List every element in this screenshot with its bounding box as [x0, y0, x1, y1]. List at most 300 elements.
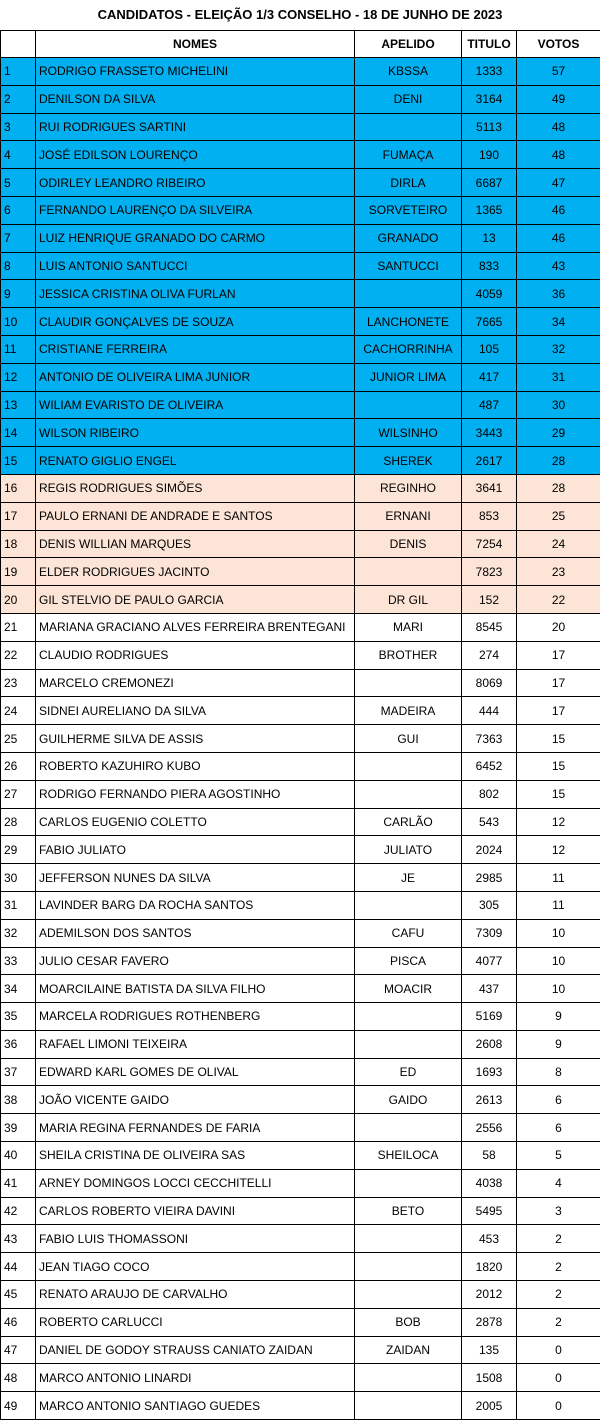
candidate-nickname [355, 1114, 462, 1142]
row-number: 7 [1, 224, 36, 252]
candidate-name: MARCO ANTONIO LINARDI [36, 1364, 355, 1392]
candidate-nickname: SHEREK [355, 447, 462, 475]
table-row [1, 252, 600, 280]
table-row [1, 335, 600, 363]
table-row [1, 1197, 600, 1225]
candidate-votes: 20 [517, 613, 600, 641]
candidate-nickname: JUNIOR LIMA [355, 363, 462, 391]
candidate-titulo: 5113 [462, 113, 517, 141]
header-number [1, 31, 36, 58]
header-nomes: NOMES [36, 31, 355, 58]
row-number: 1 [1, 58, 36, 86]
row-number: 40 [1, 1142, 36, 1170]
candidate-titulo: 5169 [462, 1003, 517, 1031]
table-row [1, 530, 600, 558]
candidate-titulo: 1820 [462, 1253, 517, 1281]
candidate-name: GIL STELVIO DE PAULO GARCIA [36, 586, 355, 614]
candidate-name: FABIO JULIATO [36, 836, 355, 864]
candidate-votes: 29 [517, 419, 600, 447]
candidate-nickname: SANTUCCI [355, 252, 462, 280]
table-row [1, 308, 600, 336]
table-row [1, 641, 600, 669]
row-number: 14 [1, 419, 36, 447]
row-number: 4 [1, 141, 36, 169]
candidate-name: CARLOS EUGENIO COLETTO [36, 808, 355, 836]
row-number: 28 [1, 808, 36, 836]
table-row [1, 85, 600, 113]
table-row [1, 141, 600, 169]
table-row [1, 1253, 600, 1281]
candidate-titulo: 152 [462, 586, 517, 614]
candidate-votes: 28 [517, 447, 600, 475]
candidate-votes: 2 [517, 1281, 600, 1309]
table-row [1, 947, 600, 975]
candidate-titulo: 2608 [462, 1030, 517, 1058]
table-row [1, 1392, 600, 1420]
table-row [1, 1364, 600, 1392]
candidate-votes: 10 [517, 919, 600, 947]
candidate-titulo: 8069 [462, 669, 517, 697]
candidate-titulo: 58 [462, 1142, 517, 1170]
candidate-nickname: GRANADO [355, 224, 462, 252]
row-number: 29 [1, 836, 36, 864]
table-row [1, 391, 600, 419]
candidate-votes: 46 [517, 196, 600, 224]
row-number: 48 [1, 1364, 36, 1392]
candidate-name: ROBERTO KAZUHIRO KUBO [36, 752, 355, 780]
candidate-name: REGIS RODRIGUES SIMÕES [36, 474, 355, 502]
candidate-titulo: 4038 [462, 1169, 517, 1197]
candidate-titulo: 4059 [462, 280, 517, 308]
candidate-votes: 5 [517, 1142, 600, 1170]
row-number: 44 [1, 1253, 36, 1281]
candidate-votes: 6 [517, 1086, 600, 1114]
candidate-name: WILSON RIBEIRO [36, 419, 355, 447]
candidate-votes: 11 [517, 864, 600, 892]
candidate-votes: 3 [517, 1197, 600, 1225]
table-row [1, 447, 600, 475]
table-body [1, 58, 600, 1420]
candidate-nickname [355, 1253, 462, 1281]
candidate-name: RENATO GIGLIO ENGEL [36, 447, 355, 475]
row-number: 38 [1, 1086, 36, 1114]
candidates-table [0, 30, 600, 1420]
candidate-titulo: 853 [462, 502, 517, 530]
candidate-name: MARIANA GRACIANO ALVES FERREIRA BRENTEGANI [36, 613, 355, 641]
candidate-titulo: 2024 [462, 836, 517, 864]
row-number: 20 [1, 586, 36, 614]
row-number: 25 [1, 725, 36, 753]
candidate-titulo: 7823 [462, 558, 517, 586]
candidate-votes: 9 [517, 1003, 600, 1031]
row-number: 45 [1, 1281, 36, 1309]
candidate-name: ARNEY DOMINGOS LOCCI CECCHITELLI [36, 1169, 355, 1197]
candidate-votes: 36 [517, 280, 600, 308]
candidate-name: LUIS ANTONIO SANTUCCI [36, 252, 355, 280]
candidate-nickname: GAIDO [355, 1086, 462, 1114]
candidate-name: GUILHERME SILVA DE ASSIS [36, 725, 355, 753]
table-row [1, 725, 600, 753]
table-row [1, 1225, 600, 1253]
candidate-name: RODRIGO FERNANDO PIERA AGOSTINHO [36, 780, 355, 808]
row-number: 27 [1, 780, 36, 808]
candidate-nickname [355, 1392, 462, 1420]
candidate-votes: 15 [517, 752, 600, 780]
candidate-titulo: 7363 [462, 725, 517, 753]
candidate-votes: 2 [517, 1225, 600, 1253]
candidate-titulo: 8545 [462, 613, 517, 641]
table-row [1, 502, 600, 530]
candidate-titulo: 802 [462, 780, 517, 808]
candidate-nickname [355, 780, 462, 808]
candidate-titulo: 543 [462, 808, 517, 836]
candidate-votes: 34 [517, 308, 600, 336]
page-title: CANDIDATOS - ELEIÇÃO 1/3 CONSELHO - 18 DE JUNHO DE 2023 [0, 0, 600, 30]
candidate-titulo: 2613 [462, 1086, 517, 1114]
candidate-titulo: 487 [462, 391, 517, 419]
candidate-nickname: MARI [355, 613, 462, 641]
table-row [1, 1030, 600, 1058]
candidate-nickname [355, 891, 462, 919]
row-number: 21 [1, 613, 36, 641]
candidate-name: FERNANDO LAURENÇO DA SILVEIRA [36, 196, 355, 224]
candidate-name: MARCELA RODRIGUES ROTHENBERG [36, 1003, 355, 1031]
candidate-nickname: REGINHO [355, 474, 462, 502]
candidate-nickname: ZAIDAN [355, 1336, 462, 1364]
candidate-nickname [355, 1169, 462, 1197]
row-number: 32 [1, 919, 36, 947]
candidate-titulo: 2556 [462, 1114, 517, 1142]
candidate-name: MARIA REGINA FERNANDES DE FARIA [36, 1114, 355, 1142]
candidate-name: CARLOS ROBERTO VIEIRA DAVINI [36, 1197, 355, 1225]
candidate-nickname [355, 1030, 462, 1058]
candidate-votes: 2 [517, 1308, 600, 1336]
candidate-titulo: 3641 [462, 474, 517, 502]
candidate-titulo: 6452 [462, 752, 517, 780]
table-row [1, 280, 600, 308]
row-number: 19 [1, 558, 36, 586]
table-row [1, 1142, 600, 1170]
candidate-nickname: DENI [355, 85, 462, 113]
candidate-votes: 6 [517, 1114, 600, 1142]
row-number: 12 [1, 363, 36, 391]
candidate-titulo: 305 [462, 891, 517, 919]
row-number: 31 [1, 891, 36, 919]
candidate-nickname [355, 1364, 462, 1392]
candidate-titulo: 417 [462, 363, 517, 391]
candidate-name: CLAUDIR GONÇALVES DE SOUZA [36, 308, 355, 336]
candidate-titulo: 437 [462, 975, 517, 1003]
candidate-nickname: MOACIR [355, 975, 462, 1003]
candidate-name: PAULO ERNANI DE ANDRADE E SANTOS [36, 502, 355, 530]
row-number: 33 [1, 947, 36, 975]
candidate-votes: 22 [517, 586, 600, 614]
row-number: 39 [1, 1114, 36, 1142]
table-row [1, 1281, 600, 1309]
table-row [1, 474, 600, 502]
table-row [1, 836, 600, 864]
candidate-nickname [355, 669, 462, 697]
candidate-titulo: 3164 [462, 85, 517, 113]
row-number: 11 [1, 335, 36, 363]
candidate-votes: 17 [517, 697, 600, 725]
table-row [1, 363, 600, 391]
table-row [1, 113, 600, 141]
header-row [1, 31, 600, 58]
candidate-nickname: WILSINHO [355, 419, 462, 447]
candidate-titulo: 1693 [462, 1058, 517, 1086]
table-row [1, 1169, 600, 1197]
row-number: 18 [1, 530, 36, 558]
candidate-titulo: 5495 [462, 1197, 517, 1225]
candidate-name: EDWARD KARL GOMES DE OLIVAL [36, 1058, 355, 1086]
row-number: 24 [1, 697, 36, 725]
candidate-nickname [355, 391, 462, 419]
row-number: 5 [1, 169, 36, 197]
candidate-votes: 25 [517, 502, 600, 530]
candidate-name: FABIO LUIS THOMASSONI [36, 1225, 355, 1253]
candidate-titulo: 2617 [462, 447, 517, 475]
row-number: 16 [1, 474, 36, 502]
table-row [1, 169, 600, 197]
candidate-name: JEFFERSON NUNES DA SILVA [36, 864, 355, 892]
candidate-titulo: 453 [462, 1225, 517, 1253]
row-number: 9 [1, 280, 36, 308]
candidate-votes: 10 [517, 975, 600, 1003]
candidate-titulo: 2012 [462, 1281, 517, 1309]
candidate-votes: 15 [517, 725, 600, 753]
table-row [1, 558, 600, 586]
row-number: 6 [1, 196, 36, 224]
candidate-titulo: 2005 [462, 1392, 517, 1420]
candidate-nickname [355, 113, 462, 141]
candidate-titulo: 13 [462, 224, 517, 252]
candidate-nickname: CACHORRINHA [355, 335, 462, 363]
table-row [1, 586, 600, 614]
candidate-name: RODRIGO FRASSETO MICHELINI [36, 58, 355, 86]
candidate-titulo: 6687 [462, 169, 517, 197]
candidate-votes: 12 [517, 808, 600, 836]
table-row [1, 697, 600, 725]
table-row [1, 669, 600, 697]
row-number: 36 [1, 1030, 36, 1058]
candidate-name: RAFAEL LIMONI TEIXEIRA [36, 1030, 355, 1058]
row-number: 13 [1, 391, 36, 419]
candidate-nickname: DIRLA [355, 169, 462, 197]
candidate-nickname: KBSSA [355, 58, 462, 86]
table-row [1, 780, 600, 808]
candidate-votes: 48 [517, 113, 600, 141]
candidate-nickname [355, 558, 462, 586]
candidate-titulo: 1333 [462, 58, 517, 86]
table-row [1, 419, 600, 447]
candidate-titulo: 105 [462, 335, 517, 363]
row-number: 35 [1, 1003, 36, 1031]
header-votos: VOTOS [517, 31, 600, 58]
candidate-nickname [355, 752, 462, 780]
candidate-name: JULIO CESAR FAVERO [36, 947, 355, 975]
table-row [1, 1003, 600, 1031]
candidate-nickname [355, 1225, 462, 1253]
candidate-votes: 24 [517, 530, 600, 558]
candidate-titulo: 7254 [462, 530, 517, 558]
candidate-nickname: JULIATO [355, 836, 462, 864]
table-row [1, 224, 600, 252]
candidate-nickname: BROTHER [355, 641, 462, 669]
candidate-titulo: 2985 [462, 864, 517, 892]
candidate-titulo: 2878 [462, 1308, 517, 1336]
candidate-name: JOÃO VICENTE GAIDO [36, 1086, 355, 1114]
table-row [1, 613, 600, 641]
candidate-votes: 43 [517, 252, 600, 280]
candidate-nickname: DENIS [355, 530, 462, 558]
candidate-votes: 23 [517, 558, 600, 586]
candidate-name: DENIS WILLIAN MARQUES [36, 530, 355, 558]
candidate-votes: 4 [517, 1169, 600, 1197]
header-apelido: APELIDO [355, 31, 462, 58]
candidate-nickname: PISCA [355, 947, 462, 975]
candidate-name: ANTONIO DE OLIVEIRA LIMA JUNIOR [36, 363, 355, 391]
table-row [1, 1308, 600, 1336]
candidate-name: ODIRLEY LEANDRO RIBEIRO [36, 169, 355, 197]
table-row [1, 975, 600, 1003]
candidate-votes: 46 [517, 224, 600, 252]
table-row [1, 58, 600, 86]
row-number: 43 [1, 1225, 36, 1253]
candidate-votes: 8 [517, 1058, 600, 1086]
candidate-name: JESSICA CRISTINA OLIVA FURLAN [36, 280, 355, 308]
candidate-nickname: BOB [355, 1308, 462, 1336]
candidate-titulo: 444 [462, 697, 517, 725]
table-row [1, 891, 600, 919]
row-number: 46 [1, 1308, 36, 1336]
candidate-name: LUIZ HENRIQUE GRANADO DO CARMO [36, 224, 355, 252]
row-number: 42 [1, 1197, 36, 1225]
candidate-votes: 11 [517, 891, 600, 919]
candidate-nickname: DR GIL [355, 586, 462, 614]
candidate-votes: 47 [517, 169, 600, 197]
table-row [1, 808, 600, 836]
candidate-nickname: BETO [355, 1197, 462, 1225]
candidate-titulo: 1365 [462, 196, 517, 224]
candidate-nickname: ERNANI [355, 502, 462, 530]
candidate-votes: 9 [517, 1030, 600, 1058]
table-row [1, 1058, 600, 1086]
candidate-votes: 0 [517, 1336, 600, 1364]
candidate-titulo: 833 [462, 252, 517, 280]
candidate-votes: 17 [517, 669, 600, 697]
candidate-votes: 32 [517, 335, 600, 363]
candidate-name: JOSÉ EDILSON LOURENÇO [36, 141, 355, 169]
row-number: 49 [1, 1392, 36, 1420]
candidate-votes: 49 [517, 85, 600, 113]
candidate-name: MARCO ANTONIO SANTIAGO GUEDES [36, 1392, 355, 1420]
candidate-titulo: 4077 [462, 947, 517, 975]
table-row [1, 752, 600, 780]
row-number: 47 [1, 1336, 36, 1364]
candidate-titulo: 7309 [462, 919, 517, 947]
row-number: 8 [1, 252, 36, 280]
candidate-titulo: 3443 [462, 419, 517, 447]
candidate-nickname [355, 1003, 462, 1031]
candidate-name: CRISTIANE FERREIRA [36, 335, 355, 363]
candidate-titulo: 1508 [462, 1364, 517, 1392]
row-number: 41 [1, 1169, 36, 1197]
candidate-name: JEAN TIAGO COCO [36, 1253, 355, 1281]
candidate-nickname [355, 280, 462, 308]
candidate-titulo: 7665 [462, 308, 517, 336]
candidate-nickname: ED [355, 1058, 462, 1086]
table-row [1, 196, 600, 224]
candidate-nickname: JE [355, 864, 462, 892]
candidate-name: CLAUDIO RODRIGUES [36, 641, 355, 669]
row-number: 34 [1, 975, 36, 1003]
candidate-name: WILIAM EVARISTO DE OLIVEIRA [36, 391, 355, 419]
candidate-name: MARCELO CREMONEZI [36, 669, 355, 697]
row-number: 2 [1, 85, 36, 113]
candidate-votes: 12 [517, 836, 600, 864]
candidate-votes: 28 [517, 474, 600, 502]
candidate-nickname: CAFU [355, 919, 462, 947]
candidate-name: ELDER RODRIGUES JACINTO [36, 558, 355, 586]
candidate-votes: 17 [517, 641, 600, 669]
candidate-nickname: CARLÃO [355, 808, 462, 836]
row-number: 17 [1, 502, 36, 530]
candidate-name: RUI RODRIGUES SARTINI [36, 113, 355, 141]
table-row [1, 919, 600, 947]
candidate-titulo: 135 [462, 1336, 517, 1364]
candidate-titulo: 274 [462, 641, 517, 669]
candidate-titulo: 190 [462, 141, 517, 169]
candidate-votes: 30 [517, 391, 600, 419]
candidate-name: LAVINDER BARG DA ROCHA SANTOS [36, 891, 355, 919]
candidate-nickname: FUMAÇA [355, 141, 462, 169]
table-row [1, 864, 600, 892]
candidate-votes: 57 [517, 58, 600, 86]
candidate-votes: 2 [517, 1253, 600, 1281]
candidate-name: ROBERTO CARLUCCI [36, 1308, 355, 1336]
candidate-nickname: LANCHONETE [355, 308, 462, 336]
candidate-nickname: SHEILOCA [355, 1142, 462, 1170]
candidate-votes: 31 [517, 363, 600, 391]
table-row [1, 1086, 600, 1114]
row-number: 15 [1, 447, 36, 475]
candidate-votes: 15 [517, 780, 600, 808]
row-number: 37 [1, 1058, 36, 1086]
row-number: 26 [1, 752, 36, 780]
candidate-votes: 48 [517, 141, 600, 169]
candidate-nickname: GUI [355, 725, 462, 753]
candidate-name: MOARCILAINE BATISTA DA SILVA FILHO [36, 975, 355, 1003]
header-titulo: TITULO [462, 31, 517, 58]
candidate-name: SIDNEI AURELIANO DA SILVA [36, 697, 355, 725]
candidate-name: SHEILA CRISTINA DE OLIVEIRA SAS [36, 1142, 355, 1170]
candidate-name: DANIEL DE GODOY STRAUSS CANIATO ZAIDAN [36, 1336, 355, 1364]
row-number: 3 [1, 113, 36, 141]
table-row [1, 1336, 600, 1364]
candidate-nickname: SORVETEIRO [355, 196, 462, 224]
candidate-votes: 0 [517, 1364, 600, 1392]
row-number: 10 [1, 308, 36, 336]
candidate-votes: 10 [517, 947, 600, 975]
candidate-name: DENILSON DA SILVA [36, 85, 355, 113]
row-number: 22 [1, 641, 36, 669]
table-row [1, 1114, 600, 1142]
row-number: 30 [1, 864, 36, 892]
candidate-nickname [355, 1281, 462, 1309]
candidate-name: ADEMILSON DOS SANTOS [36, 919, 355, 947]
candidate-votes: 0 [517, 1392, 600, 1420]
